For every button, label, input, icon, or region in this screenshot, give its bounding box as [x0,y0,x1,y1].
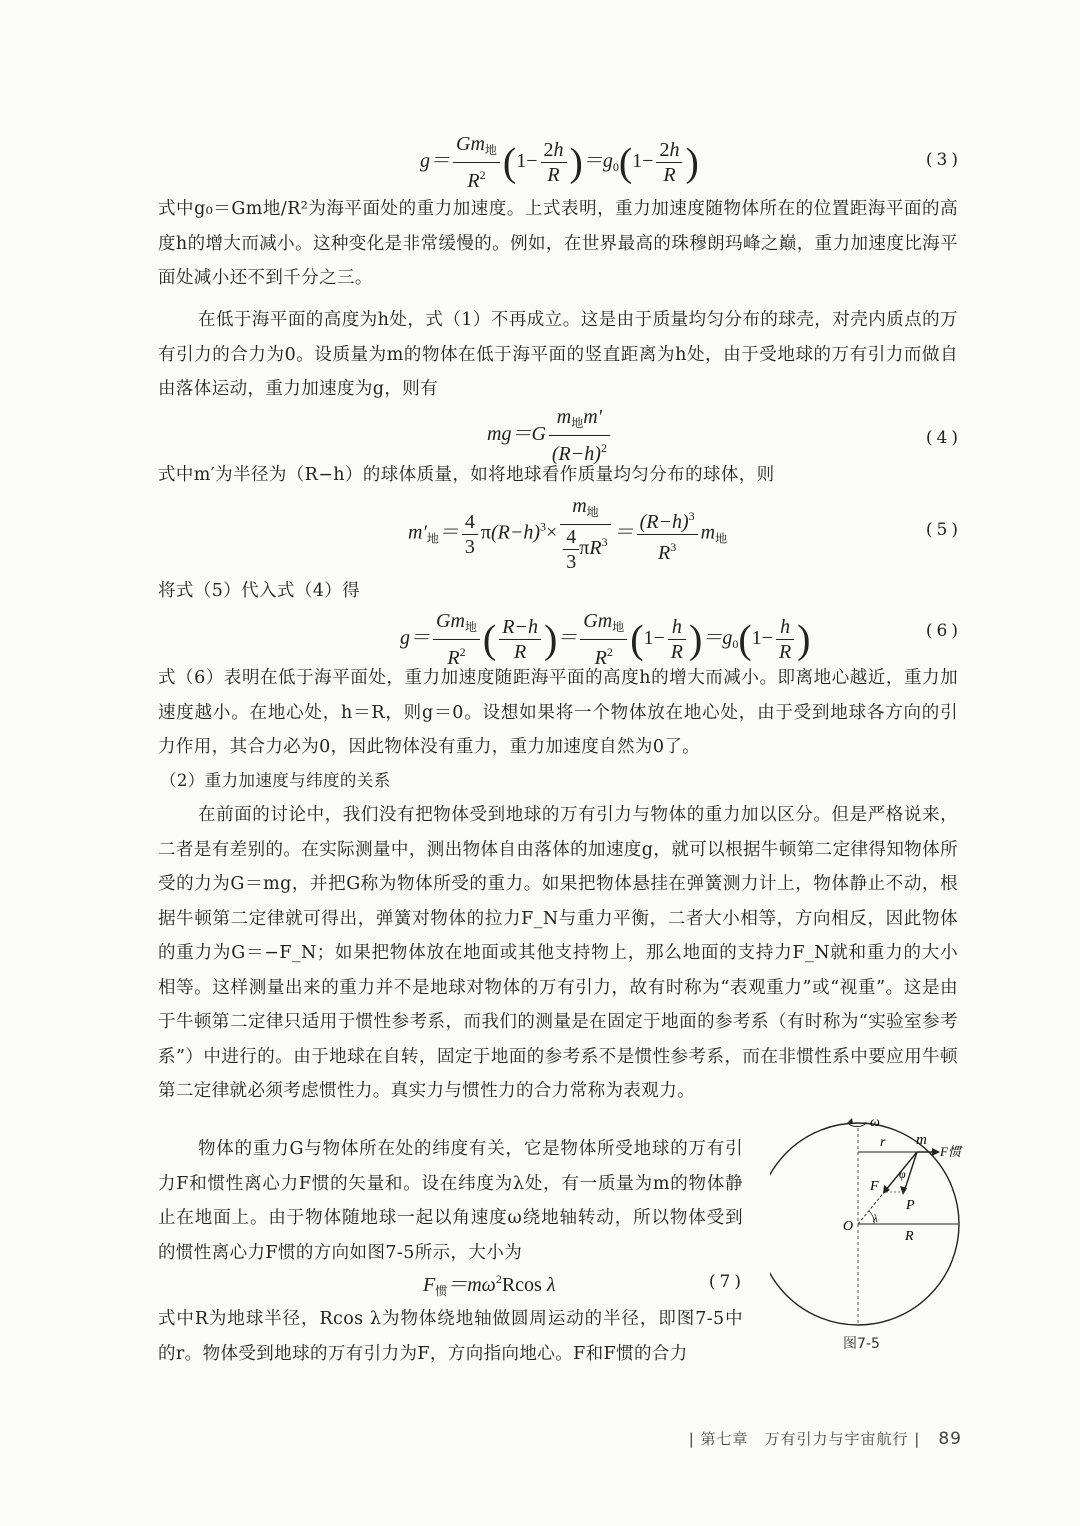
label-m: m [916,1132,927,1148]
label-F: F [870,1179,879,1194]
paragraph-7: 物体的重力G与物体所在处的纬度有关，它是物体所受地球的万有引力F和惯性离心力F惯的矢量和。设在纬度为λ处，有一质量为m的物体静止在地面上。由于物体随地球一起以角速度ω绕地轴转动，所以物体受到的惯性离心力F惯的方向如图7-5所示，大小为 [158,1139,743,1263]
equation-5: $m'_地=$ $\frac{4}{3}$ $\pi(R-h)^3\times$ $m_地$ $\frac{4}{3}$ $\pi R^3$ ＝ $\frac{(R-h)^3}{R^3}$ $m_地$ [408,495,728,573]
equation-4: mg＝G $\frac{m_地m'}{(R-h)^2}$ [487,405,613,466]
figure-caption: 图7-5 [843,1336,880,1352]
paragraph-8: 式中R为地球半径，Rcos λ为物体绕地轴做圆周运动的半径，即图7-5中的r。物体受到地球的万有引力为F，方向指向地心。F和F惯的合力 [158,1309,743,1364]
label-P: P [906,1198,915,1213]
paragraph-5: 式（6）表明在低于海平面处，重力加速度随距海平面的高度h的增大而减小。即离地心越近，重力加速度越小。在地心处，h＝R，则g＝0。设想如果将一个物体放在地心处，由于受到地球各方向的引力作用，其合力必为0，因此物体没有重力，重力加速度自然为0了。 [158,668,958,757]
force-P-arrow [904,1152,917,1192]
section-heading: （2）重力加速度与纬度的关系 [160,771,391,790]
page-number: 89 [938,1429,962,1449]
label-phi: φ [899,1167,906,1181]
paragraph-2: 在低于海平面的高度为h处，式（1）不再成立。这是由于质量均匀分布的球壳，对壳内质点的万有引力的合力为0。设质量为m的物体在低于海平面的竖直距离为h处，由于受地球的万有引力而做自由落体运动，重力加速度为g，则有 [158,310,958,399]
equation-7: $F_惯=m\omega^2Rcos$ λ [423,1272,556,1298]
equation-number-4: (4) [925,428,962,448]
paragraph-3: 式中m′为半径为（R−h）的球体质量，如将地球看作质量均匀分布的球体，则 [158,465,775,485]
figure-7-5 [770,1112,970,1332]
paragraph-1: 式中g₀＝Gm地/R²为海平面处的重力加速度。上式表明，重力加速度随物体所在的位置距海平面的高度h的增大而减小。这种变化是非常缓慢的。例如，在世界最高的珠穆朗玛峰之巅，重力加速度比海平面处减小还不到千分之三。 [158,199,958,288]
label-omega: ω [870,1115,880,1130]
paragraph-4: 将式（5）代入式（4）得 [158,581,361,601]
equation-number-6: (6) [925,621,962,641]
equation-number-7: (7) [708,1272,745,1292]
paragraph-6: 在前面的讨论中，我们没有把物体受到地球的万有引力与物体的重力加以区分。但是严格说来，二者是有差别的。在实际测量中，测出物体自由落体的加速度g，就可以根据牛顿第二定律得知物体所受的力为G＝mg，并把G称为物体所受的重力。如果把物体悬挂在弹簧测力计上，物体静止不动，根据牛顿第二定律就可得出，弹簧对物体的拉力F_N与重力平衡，二者大小相等，方向相反，因此物体的重力为G＝−F_N；如果把物体放在地面或其他支持物上，那么地面的支持力F_N就和重力的大小相等。这样测量出来的重力并不是地球对物体的万有引力，故有时称为“表观重力”或“视重”。这是由于牛顿第二定律只适用于惯性参考系，而我们的测量是在固定于地面的参考系（有时称为“实验室参考系”）中进行的。由于地球在自转，固定于地面的参考系不是惯性参考系，而在非惯性系中要应用牛顿第二定律就必须考虑惯性力。真实力与惯性力的合力常称为表观力。 [158,805,958,1101]
equation-number-3: (3) [925,150,962,170]
page-footer [689,1428,962,1449]
chapter-title: | 第七章 万有引力与宇宙航行 | [688,1430,921,1448]
equation-3: g＝ $\frac{Gm_地}{R^2}$ (1− $\frac{2h}{R}$ )$=g_0(1-$ $\frac{2h}{R}$ ) [420,133,699,192]
label-F-inertial: F惯 [940,1144,961,1159]
label-O: O [843,1219,854,1234]
equation-number-5: (5) [925,520,962,540]
label-R: R [905,1229,914,1244]
label-lambda: λ [873,1213,878,1225]
equation-6: g＝ $\frac{Gm_地}{R^2}$ ( $\frac{R-h}{R}$ )＝ $\frac{Gm_地}{R^2}$ (1− $\frac{h}{R}$ )$=g_0(1-$ $\frac{h}{R}$ ) [400,610,811,669]
label-r: r [880,1135,886,1150]
